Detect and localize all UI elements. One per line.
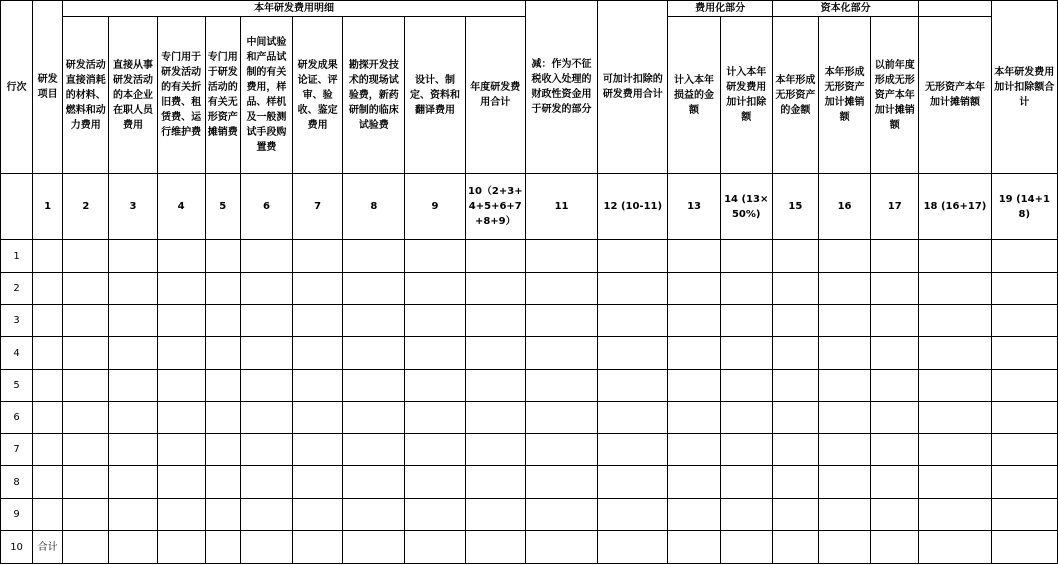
cell-col-14[interactable]	[720, 337, 772, 370]
cell-col-5[interactable]	[205, 499, 240, 531]
cell-col-14[interactable]	[720, 370, 772, 402]
cell-col-17[interactable]	[871, 402, 919, 434]
cell-col-11[interactable]	[525, 240, 597, 273]
row-number: 2	[1, 273, 33, 305]
cell-col-15[interactable]	[772, 273, 818, 305]
cell-col-9[interactable]	[405, 305, 465, 337]
cell-col-14[interactable]	[720, 434, 772, 466]
cell-col-5[interactable]	[205, 337, 240, 370]
cell-col-3[interactable]	[109, 466, 157, 499]
project-cell[interactable]	[33, 240, 63, 273]
col-number-18: 18 (16+17)	[919, 174, 991, 240]
col15-header: 本年形成无形资产的金额	[772, 17, 818, 174]
col-number-9: 9	[405, 174, 465, 240]
cell-col-16[interactable]	[818, 499, 870, 531]
cell-col-16[interactable]	[818, 434, 870, 466]
cell-col-7[interactable]	[293, 499, 343, 531]
cell-col-3[interactable]	[109, 370, 157, 402]
cell-col-2[interactable]	[63, 499, 109, 531]
cell-col-19[interactable]	[991, 499, 1057, 531]
cell-col-12[interactable]	[598, 531, 668, 564]
cell-col-10[interactable]	[465, 273, 525, 305]
col-number-11: 11	[525, 174, 597, 240]
table-row	[1, 531, 1058, 564]
cell-col-17[interactable]	[871, 466, 919, 499]
cell-col-9[interactable]	[405, 434, 465, 466]
project-cell[interactable]	[33, 370, 63, 402]
cell-col-19[interactable]	[991, 466, 1057, 499]
cell-col-6[interactable]	[240, 402, 292, 434]
cell-col-11[interactable]	[525, 466, 597, 499]
col-number-17: 17	[871, 174, 919, 240]
cell-col-10[interactable]	[465, 370, 525, 402]
col-number-13: 13	[668, 174, 720, 240]
cell-col-15[interactable]	[772, 531, 818, 564]
cell-col-5[interactable]	[205, 273, 240, 305]
cell-col-10[interactable]	[465, 402, 525, 434]
cell-col-3[interactable]	[109, 434, 157, 466]
cell-col-12[interactable]	[598, 337, 668, 370]
col-number-1: 1	[33, 174, 63, 240]
cell-col-15[interactable]	[772, 466, 818, 499]
cell-col-17[interactable]	[871, 531, 919, 564]
cell-col-13[interactable]	[668, 240, 720, 273]
cell-col-6[interactable]	[240, 499, 292, 531]
table-row	[1, 305, 1058, 337]
cell-col-4[interactable]	[157, 531, 205, 564]
row-number: 1	[1, 240, 33, 273]
cell-col-17[interactable]	[871, 434, 919, 466]
cell-col-13[interactable]	[668, 370, 720, 402]
cell-col-19[interactable]	[991, 434, 1057, 466]
cell-col-10[interactable]	[465, 337, 525, 370]
cell-col-5[interactable]	[205, 240, 240, 273]
cell-col-12[interactable]	[598, 499, 668, 531]
cell-col-6[interactable]	[240, 434, 292, 466]
cell-col-13[interactable]	[668, 499, 720, 531]
col-number-19: 19 (14+18)	[991, 174, 1057, 240]
table-row	[1, 466, 1058, 499]
cell-col-18[interactable]	[919, 531, 991, 564]
cell-col-9[interactable]	[405, 531, 465, 564]
cell-col-15[interactable]	[772, 337, 818, 370]
cell-col-6[interactable]	[240, 466, 292, 499]
cell-col-4[interactable]	[157, 240, 205, 273]
number-row-blank	[1, 174, 33, 240]
cell-col-9[interactable]	[405, 499, 465, 531]
row-number: 3	[1, 305, 33, 337]
col14-header: 计入本年研发费用加计扣除额	[720, 17, 772, 174]
col-number-16: 16	[818, 174, 870, 240]
cell-col-14[interactable]	[720, 531, 772, 564]
col6-header: 中间试验和产品试制的有关费用，样品、样机及一般测试手段购置费	[240, 17, 292, 174]
cell-col-17[interactable]	[871, 273, 919, 305]
cell-col-18[interactable]	[919, 273, 991, 305]
col11-header: 减：作为不征税收入处理的财政性资金用于研发的部分	[525, 1, 597, 174]
table-row	[1, 499, 1058, 531]
cell-col-18[interactable]	[919, 466, 991, 499]
cell-col-4[interactable]	[157, 499, 205, 531]
cell-col-10[interactable]	[465, 240, 525, 273]
cell-col-16[interactable]	[818, 273, 870, 305]
cell-col-13[interactable]	[668, 273, 720, 305]
cell-col-7[interactable]	[293, 240, 343, 273]
cell-col-2[interactable]	[63, 305, 109, 337]
col-number-14: 14 (13×50%)	[720, 174, 772, 240]
detail-group-header: 本年研发费用明细	[63, 1, 526, 17]
cell-col-19[interactable]	[991, 305, 1057, 337]
data-rows	[1, 240, 1058, 564]
cell-col-12[interactable]	[598, 402, 668, 434]
table-row	[1, 434, 1058, 466]
cell-col-18[interactable]	[919, 337, 991, 370]
project-cell[interactable]	[33, 337, 63, 370]
col8-header: 勘探开发技术的现场试验费，新药研制的临床试验费	[343, 17, 405, 174]
cell-col-11[interactable]	[525, 434, 597, 466]
cell-col-8[interactable]	[343, 240, 405, 273]
cell-col-18[interactable]	[919, 240, 991, 273]
cell-col-10[interactable]	[465, 499, 525, 531]
cell-col-2[interactable]	[63, 466, 109, 499]
cell-col-12[interactable]	[598, 305, 668, 337]
project-cell[interactable]	[33, 434, 63, 466]
row-number: 5	[1, 370, 33, 402]
cell-col-18[interactable]	[919, 499, 991, 531]
cell-col-11[interactable]	[525, 273, 597, 305]
project-cell[interactable]	[33, 305, 63, 337]
cell-col-13[interactable]	[668, 402, 720, 434]
project-header: 研发项目	[33, 1, 63, 174]
col5-header: 专门用于研发活动的有关无形资产摊销费	[205, 17, 240, 174]
cell-col-5[interactable]	[205, 305, 240, 337]
table-row	[1, 370, 1058, 402]
cell-col-13[interactable]	[668, 337, 720, 370]
cell-col-3[interactable]	[109, 240, 157, 273]
cell-col-8[interactable]	[343, 531, 405, 564]
cell-col-17[interactable]	[871, 305, 919, 337]
cell-col-10[interactable]	[465, 531, 525, 564]
project-cell[interactable]	[33, 273, 63, 305]
cell-col-9[interactable]	[405, 337, 465, 370]
cell-col-12[interactable]	[598, 370, 668, 402]
cell-col-6[interactable]	[240, 305, 292, 337]
cell-col-2[interactable]	[63, 240, 109, 273]
expensed-group-header: 费用化部分	[668, 1, 772, 17]
cell-col-15[interactable]	[772, 499, 818, 531]
cell-col-19[interactable]	[991, 273, 1057, 305]
cell-col-10[interactable]	[465, 434, 525, 466]
cell-col-12[interactable]	[598, 466, 668, 499]
row-number: 9	[1, 499, 33, 531]
cell-col-12[interactable]	[598, 273, 668, 305]
cell-col-18[interactable]	[919, 305, 991, 337]
cell-col-3[interactable]	[109, 499, 157, 531]
cell-col-19[interactable]	[991, 240, 1057, 273]
cell-col-14[interactable]	[720, 240, 772, 273]
cell-col-16[interactable]	[818, 531, 870, 564]
cell-col-15[interactable]	[772, 305, 818, 337]
cell-col-4[interactable]	[157, 337, 205, 370]
cell-col-11[interactable]	[525, 499, 597, 531]
cell-col-2[interactable]	[63, 273, 109, 305]
cell-col-9[interactable]	[405, 402, 465, 434]
row-number: 7	[1, 434, 33, 466]
cell-col-15[interactable]	[772, 434, 818, 466]
col-number-4: 4	[157, 174, 205, 240]
cell-col-4[interactable]	[157, 273, 205, 305]
cell-col-16[interactable]	[818, 466, 870, 499]
cell-col-6[interactable]	[240, 370, 292, 402]
cell-col-13[interactable]	[668, 466, 720, 499]
table-row	[1, 337, 1058, 370]
row-number: 4	[1, 337, 33, 370]
col2-header: 研发活动直接消耗的材料、燃料和动力费用	[63, 17, 109, 174]
cell-col-8[interactable]	[343, 370, 405, 402]
cell-col-3[interactable]	[109, 531, 157, 564]
col-number-2: 2	[63, 174, 109, 240]
col-number-15: 15	[772, 174, 818, 240]
cell-col-8[interactable]	[343, 305, 405, 337]
cell-col-9[interactable]	[405, 370, 465, 402]
cell-col-14[interactable]	[720, 305, 772, 337]
cell-col-8[interactable]	[343, 434, 405, 466]
col12-header: 可加计扣除的研发费用合计	[598, 1, 668, 174]
col10-header: 年度研发费用合计	[465, 17, 525, 174]
cell-col-9[interactable]	[405, 273, 465, 305]
cell-col-16[interactable]	[818, 402, 870, 434]
cell-col-16[interactable]	[818, 305, 870, 337]
cell-col-6[interactable]	[240, 337, 292, 370]
cell-col-17[interactable]	[871, 370, 919, 402]
col16-header: 本年形成无形资产加计摊销额	[818, 17, 870, 174]
project-cell[interactable]	[33, 499, 63, 531]
cell-col-19[interactable]	[991, 337, 1057, 370]
cell-col-6[interactable]	[240, 273, 292, 305]
cell-col-11[interactable]	[525, 402, 597, 434]
cell-col-13[interactable]	[668, 305, 720, 337]
cell-col-12[interactable]	[598, 434, 668, 466]
cell-col-7[interactable]	[293, 370, 343, 402]
col17-header: 以前年度形成无形资产本年加计摊销额	[871, 17, 919, 174]
col-number-12: 12 (10-11)	[598, 174, 668, 240]
cell-col-7[interactable]	[293, 402, 343, 434]
cell-col-8[interactable]	[343, 337, 405, 370]
cell-col-4[interactable]	[157, 402, 205, 434]
cell-col-6[interactable]	[240, 240, 292, 273]
cell-col-19[interactable]	[991, 370, 1057, 402]
cell-col-15[interactable]	[772, 402, 818, 434]
empty-header-cell	[919, 1, 991, 17]
col3-header: 直接从事研发活动的本企业在职人员费用	[109, 17, 157, 174]
row-number: 6	[1, 402, 33, 434]
cell-col-14[interactable]	[720, 499, 772, 531]
total-label[interactable]: 合计	[33, 531, 63, 564]
cell-col-16[interactable]	[818, 337, 870, 370]
cell-col-8[interactable]	[343, 466, 405, 499]
cell-col-17[interactable]	[871, 240, 919, 273]
col-number-5: 5	[205, 174, 240, 240]
cell-col-9[interactable]	[405, 240, 465, 273]
col-number-7: 7	[293, 174, 343, 240]
cell-col-3[interactable]	[109, 305, 157, 337]
cell-col-19[interactable]	[991, 402, 1057, 434]
cell-col-5[interactable]	[205, 466, 240, 499]
row-number: 10	[1, 531, 33, 564]
cell-col-10[interactable]	[465, 466, 525, 499]
project-cell[interactable]	[33, 402, 63, 434]
cell-col-8[interactable]	[343, 273, 405, 305]
cell-col-7[interactable]	[293, 273, 343, 305]
cell-col-8[interactable]	[343, 499, 405, 531]
cell-col-19[interactable]	[991, 531, 1057, 564]
table-row	[1, 402, 1058, 434]
cell-col-14[interactable]	[720, 402, 772, 434]
cell-col-4[interactable]	[157, 305, 205, 337]
col9-header: 设计、制定、资料和翻译费用	[405, 17, 465, 174]
cell-col-7[interactable]	[293, 434, 343, 466]
cell-col-4[interactable]	[157, 466, 205, 499]
cell-col-7[interactable]	[293, 337, 343, 370]
cell-col-3[interactable]	[109, 402, 157, 434]
cell-col-11[interactable]	[525, 531, 597, 564]
cell-col-2[interactable]	[63, 531, 109, 564]
cell-col-5[interactable]	[205, 434, 240, 466]
cell-col-8[interactable]	[343, 402, 405, 434]
cell-col-16[interactable]	[818, 370, 870, 402]
cell-col-12[interactable]	[598, 240, 668, 273]
col4-header: 专门用于研发活动的有关折旧费、租赁费、运行维护费	[157, 17, 205, 174]
cell-col-5[interactable]	[205, 531, 240, 564]
col18-header: 无形资产本年加计摊销额	[919, 17, 991, 174]
project-cell[interactable]	[33, 466, 63, 499]
cell-col-11[interactable]	[525, 370, 597, 402]
cell-col-14[interactable]	[720, 273, 772, 305]
cell-col-4[interactable]	[157, 370, 205, 402]
table-row	[1, 240, 1058, 273]
col-number-6: 6	[240, 174, 292, 240]
cell-col-15[interactable]	[772, 240, 818, 273]
capitalized-group-header: 资本化部分	[772, 1, 919, 17]
cell-col-15[interactable]	[772, 370, 818, 402]
col-number-8: 8	[343, 174, 405, 240]
cell-col-2[interactable]	[63, 402, 109, 434]
table-row	[1, 273, 1058, 305]
cell-col-7[interactable]	[293, 305, 343, 337]
cell-col-11[interactable]	[525, 305, 597, 337]
col-number-3: 3	[109, 174, 157, 240]
cell-col-4[interactable]	[157, 434, 205, 466]
col19-header: 本年研发费用加计扣除额合计	[991, 1, 1057, 174]
cell-col-11[interactable]	[525, 337, 597, 370]
cell-col-7[interactable]	[293, 466, 343, 499]
col-number-10: 10（2+3+4+5+6+7+8+9）	[465, 174, 525, 240]
row-number: 8	[1, 466, 33, 499]
cell-col-9[interactable]	[405, 466, 465, 499]
cell-col-17[interactable]	[871, 337, 919, 370]
cell-col-13[interactable]	[668, 531, 720, 564]
cell-col-3[interactable]	[109, 273, 157, 305]
cell-col-3[interactable]	[109, 337, 157, 370]
cell-col-6[interactable]	[240, 531, 292, 564]
cell-col-13[interactable]	[668, 434, 720, 466]
cell-col-18[interactable]	[919, 370, 991, 402]
cell-col-2[interactable]	[63, 370, 109, 402]
cell-col-18[interactable]	[919, 402, 991, 434]
row-number-header: 行次	[1, 1, 33, 174]
cell-col-7[interactable]	[293, 531, 343, 564]
col7-header: 研发成果论证、评审、验收、鉴定费用	[293, 17, 343, 174]
cell-col-18[interactable]	[919, 434, 991, 466]
cell-col-2[interactable]	[63, 434, 109, 466]
col13-header: 计入本年损益的金额	[668, 17, 720, 174]
cell-col-17[interactable]	[871, 499, 919, 531]
cell-col-5[interactable]	[205, 370, 240, 402]
cell-col-14[interactable]	[720, 466, 772, 499]
cell-col-2[interactable]	[63, 337, 109, 370]
cell-col-5[interactable]	[205, 402, 240, 434]
cell-col-10[interactable]	[465, 305, 525, 337]
cell-col-16[interactable]	[818, 240, 870, 273]
